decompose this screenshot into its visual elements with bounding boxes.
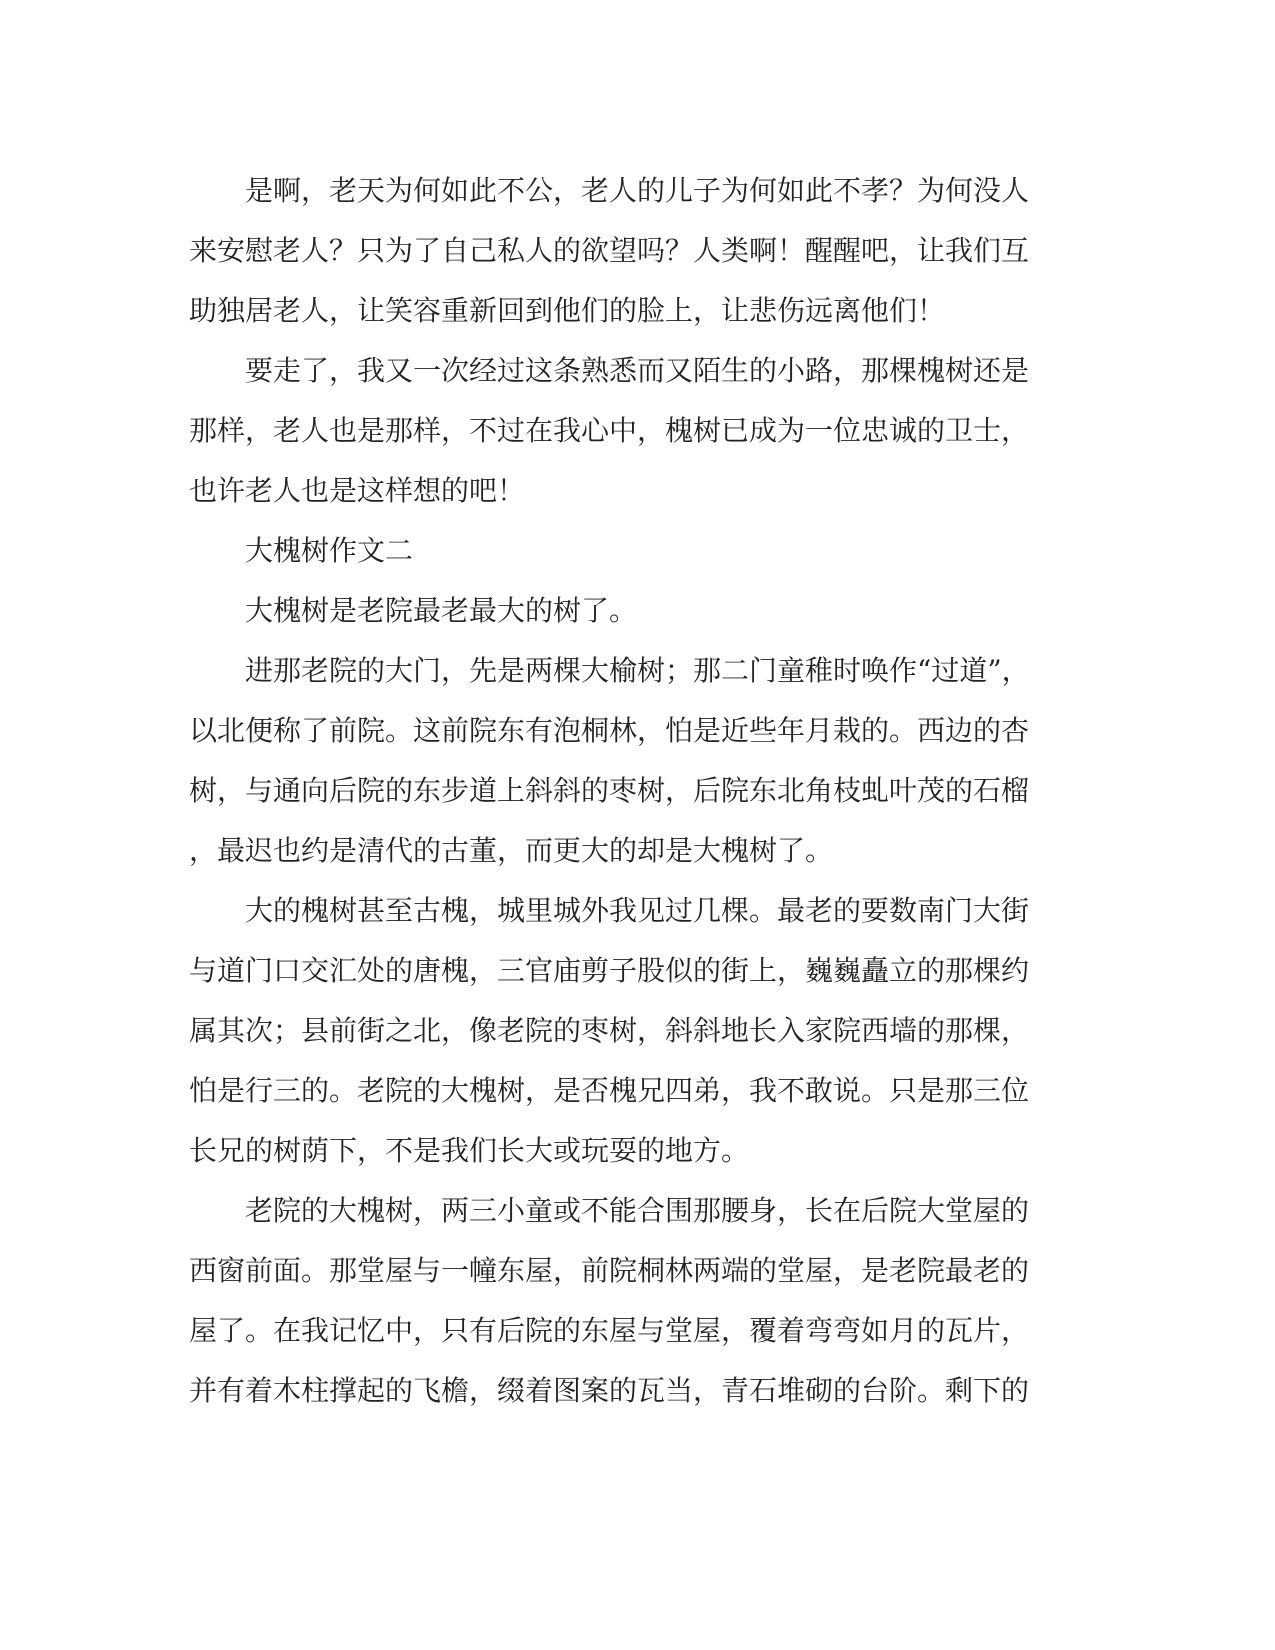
text-line: ，最迟也约是清代的古董，而更大的却是大槐树了。: [189, 834, 834, 867]
text-line: 也许老人也是这样想的吧！: [189, 474, 526, 507]
text-line: 怕是行三的。老院的大槐树，是否槐兄四弟，我不敢说。只是那三位: [189, 1074, 1030, 1107]
text-line: 那样，老人也是那样，不过在我心中，槐树已成为一位忠诚的卫士，: [189, 414, 1030, 447]
text-line: 进那老院的大门，先是两棵大榆树；那二门童稚时唤作“过道”，: [189, 654, 1030, 687]
text-line: 以北便称了前院。这前院东有泡桐林，怕是近些年月栽的。西边的杏: [189, 714, 1030, 747]
text-line: 长兄的树荫下，不是我们长大或玩耍的地方。: [189, 1134, 750, 1167]
text-line: 来安慰老人？只为了自己私人的欲望吗？人类啊！醒醒吧，让我们互: [189, 234, 1030, 267]
text-line: 是啊，老天为何如此不公，老人的儿子为何如此不孝？为何没人: [189, 174, 1030, 207]
text-line: 树，与通向后院的东步道上斜斜的枣树，后院东北角枝虬叶茂的石榴: [189, 774, 1030, 807]
section-heading: 大槐树作文二: [189, 534, 414, 567]
text-line: 屋了。在我记忆中，只有后院的东屋与堂屋，覆着弯弯如月的瓦片，: [189, 1314, 1030, 1347]
text-line: 西窗前面。那堂屋与一幢东屋，前院桐林两端的堂屋，是老院最老的: [189, 1254, 1030, 1287]
text-line: 与道门口交汇处的唐槐，三官庙剪子股似的街上，巍巍矗立的那棵约: [189, 954, 1030, 987]
text-line: 要走了，我又一次经过这条熟悉而又陌生的小路，那棵槐树还是: [189, 354, 1030, 387]
text-line: 并有着木柱撑起的飞檐，缀着图案的瓦当，青石堆砌的台阶。剩下的: [189, 1374, 1030, 1407]
text-line: 助独居老人，让笑容重新回到他们的脸上，让悲伤远离他们！: [189, 294, 946, 327]
text-line: 大的槐树甚至古槐，城里城外我见过几棵。最老的要数南门大街: [189, 894, 1030, 927]
text-line: 老院的大槐树，两三小童或不能合围那腰身，长在后院大堂屋的: [189, 1194, 1030, 1227]
text-line: 属其次；县前街之北，像老院的枣树，斜斜地长入家院西墙的那棵，: [189, 1014, 1030, 1047]
document-body: [189, 161, 1089, 1421]
text-line: 大槐树是老院最老最大的树了。: [189, 594, 638, 627]
